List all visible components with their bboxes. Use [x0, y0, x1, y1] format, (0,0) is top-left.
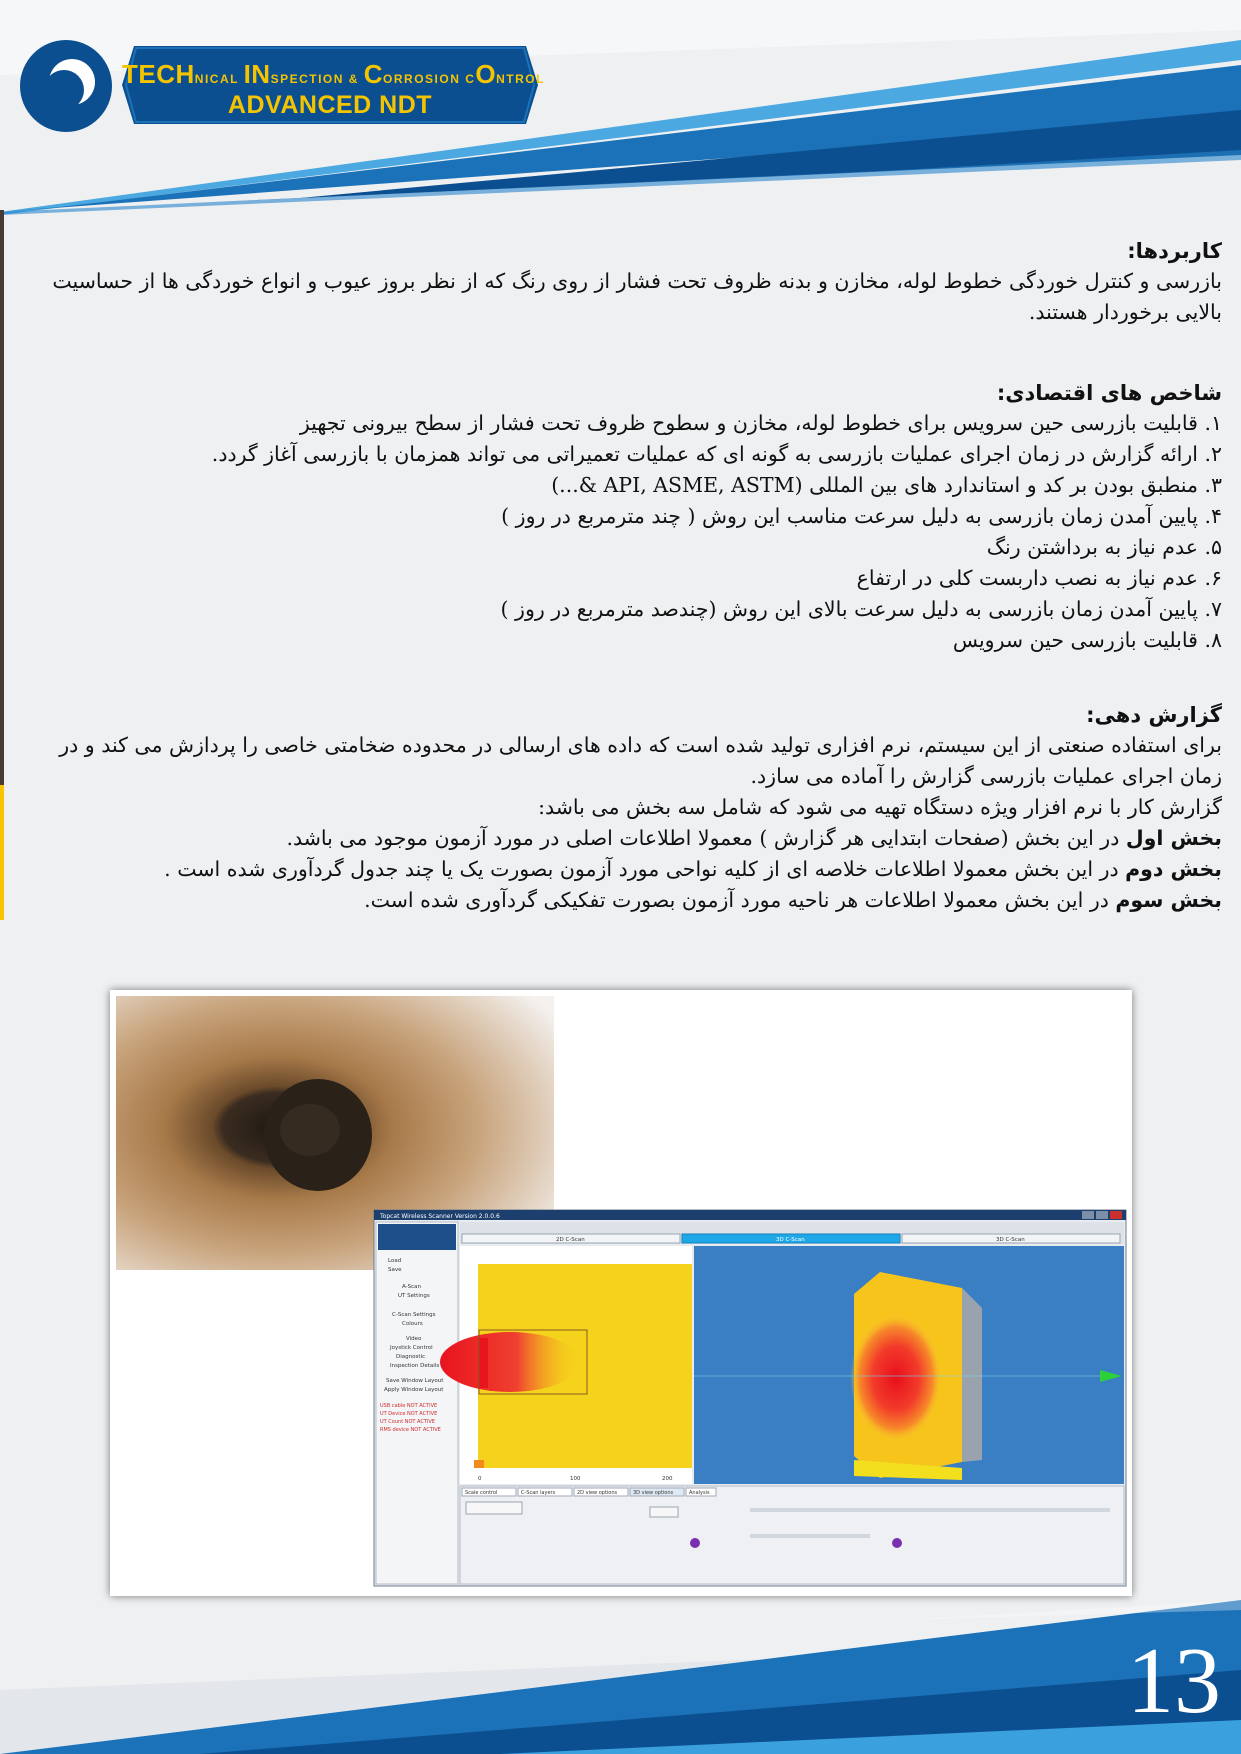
page-number: 13 [1127, 1629, 1221, 1733]
part-label: بخش سوم [1115, 888, 1222, 912]
status-line: UT Count NOT ACTIVE [380, 1419, 435, 1425]
brand-banner [122, 46, 545, 124]
sidebar-item: Save Window Layout [386, 1378, 444, 1384]
sidebar-item: Colours [402, 1321, 423, 1327]
view-tab: 3D C-Scan [776, 1237, 805, 1243]
sidebar-item: Load [388, 1258, 402, 1264]
part-label: بخش اول [1125, 826, 1222, 850]
list-item: ۸. قابلیت بازرسی حین سرویس [952, 628, 1222, 652]
brand-name-line2: ADVANCED NDT [227, 91, 433, 119]
economic-list [22, 408, 1222, 656]
logo-ring-icon [18, 38, 114, 134]
company-logo [18, 36, 545, 136]
sidebar-item: C-Scan Settings [392, 1312, 436, 1318]
document-body [22, 236, 1222, 916]
report-part-3: بخش سوم در این بخش معمولا اطلاعات هر ناحیه مورد آزمون بصورت تفکیکی گردآوری شده است. [364, 888, 1222, 912]
list-item: ۷. پایین آمدن زمان بازرسی به دلیل سرعت بالای این روش (چندصد مترمربع در روز ) [500, 597, 1222, 621]
reporting-intro-2: گزارش کار با نرم افزار ویژه دستگاه تهیه می شود که شامل سه بخش می باشد: [538, 795, 1222, 819]
reporting-intro: برای استفاده صنعتی از این سیستم، نرم افزاری تولید شده است که داده های ارسالی در محدوده ضخامتی خاصی را پردازش می کند و در زمان اجرای عملیات بازرسی گزارش را آماده می سازد. [59, 733, 1222, 788]
x-tick: 200 [662, 1476, 673, 1482]
figure-graphic [110, 990, 1132, 1596]
brand-name-line1: TECHNICAL INSPECTION & CORROSION CONTROL [122, 59, 545, 89]
bottom-tab: 2D view options [577, 1490, 618, 1496]
economic-heading: شاخص های اقتصادی: [996, 381, 1222, 405]
x-tick: 100 [570, 1476, 581, 1482]
status-line: USB cable NOT ACTIVE [380, 1403, 438, 1409]
reporting-heading: گزارش دهی: [1086, 703, 1222, 727]
sidebar-item: A-Scan [402, 1284, 421, 1290]
sidebar-item: Video [406, 1336, 422, 1342]
view-tab: 2D C-Scan [556, 1237, 585, 1243]
window-title: Topcat Wireless Scanner Version 2.0.0.6 [380, 1213, 500, 1220]
applications-body: بازرسی و کنترل خوردگی خطوط لوله، مخازن و بدنه ظروف تحت فشار از روی رنگ که از نظر بروز عیوب و انواع خوردگی ها از حساسیت بالایی برخوردار هستند. [52, 269, 1222, 324]
list-item: ۵. عدم نیاز به برداشتن رنگ [986, 535, 1222, 559]
bottom-tab: Scale control [465, 1490, 498, 1496]
bottom-tab: C-Scan layers [521, 1490, 556, 1496]
list-item: ۱. قابلیت بازرسی حین سرویس برای خطوط لوله، مخازن و سطوح ظروف تحت فشار از سطح بیرونی تجهیز [299, 411, 1222, 435]
sidebar-item: UT Settings [398, 1293, 430, 1299]
status-line: RMS device NOT ACTIVE [380, 1427, 441, 1433]
bottom-tab: 3D view options [633, 1490, 674, 1496]
left-edge-accent [0, 785, 4, 920]
sidebar-item: Inspection Details [390, 1363, 440, 1369]
report-part-2: بخش دوم در این بخش معمولا اطلاعات خلاصه ای از کلیه نواحی مورد آزمون بصورت یک یا چند جدول گردآوری شده است . [164, 857, 1222, 881]
part-label: بخش دوم [1125, 857, 1222, 881]
inspection-figure [110, 990, 1132, 1596]
view-tab: 3D C-Scan [996, 1237, 1025, 1243]
sidebar-item: Apply Window Layout [384, 1387, 444, 1393]
applications-heading: کاربردها: [1127, 239, 1222, 263]
sidebar-item: Joystick Control [390, 1345, 433, 1351]
scanner-software-window [374, 1210, 1126, 1586]
x-tick: 0 [478, 1476, 482, 1482]
bottom-tab: Analysis [689, 1490, 710, 1496]
list-item: ۴. پایین آمدن زمان بازرسی به دلیل سرعت مناسب این روش ( چند مترمربع در روز ) [501, 504, 1222, 528]
list-item: ۲. ارائه گزارش در زمان اجرای عملیات بازرسی به گونه ای که عملیات تعمیراتی می تواند همزمان با بازرسی آغاز گردد. [211, 442, 1222, 466]
status-line: UT Device NOT ACTIVE [380, 1411, 438, 1417]
report-part-1: بخش اول در این بخش (صفحات ابتدایی هر گزارش ) معمولا اطلاعات اصلی در مورد آزمون موجود می باشد. [286, 826, 1222, 850]
list-item: ۶. عدم نیاز به نصب داربست کلی در ارتفاع [856, 566, 1222, 590]
sidebar-item: Save [388, 1267, 402, 1273]
sidebar-item: Diagnostic [396, 1354, 426, 1360]
list-item: ۳. منطبق بودن بر کد و استاندارد های بین المللی (API, ASME, ASTM &...) [551, 473, 1222, 497]
